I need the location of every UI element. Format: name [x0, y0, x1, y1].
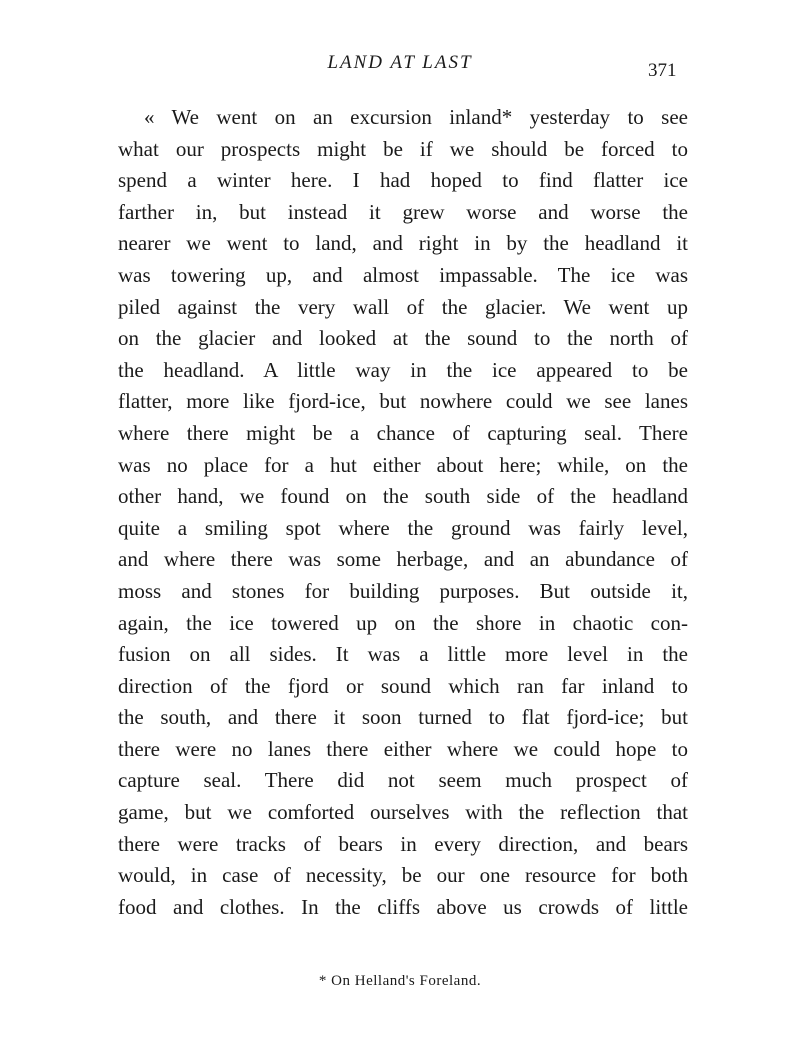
- body-text: [118, 102, 688, 923]
- text-line: and where there was some herbage, and an abundance of: [118, 547, 688, 572]
- text-line: what our prospects might be if we should be forced to: [118, 136, 688, 161]
- text-line: the south, and there it soon turned to flat fjord-ice; but: [118, 705, 688, 730]
- text-line: game, but we comforted ourselves with the reflection that: [118, 800, 688, 825]
- text-line: there were tracks of bears in every direction, and bears: [118, 831, 688, 856]
- text-line: where there might be a chance of capturing seal. There: [118, 420, 688, 445]
- text-line: quite a smiling spot where the ground was fairly level,: [118, 515, 688, 540]
- text-line: piled against the very wall of the glacier. We went up: [118, 294, 688, 319]
- text-line: capture seal. There did not seem much prospect of: [118, 768, 688, 793]
- footnote: * On Helland's Foreland.: [318, 973, 482, 989]
- text-line: on the glacier and looked at the sound to the north of: [118, 326, 688, 351]
- page-number: 371: [648, 60, 677, 81]
- text-line: flatter, more like fjord-ice, but nowhere could we see lanes: [118, 389, 688, 414]
- text-line: spend a winter here. I had hoped to find flatter ice: [118, 168, 688, 193]
- text-line: nearer we went to land, and right in by the headland it: [118, 231, 688, 256]
- text-line: food and clothes. In the cliffs above us crowds of little: [118, 894, 688, 919]
- running-head: LAND AT LAST: [327, 52, 473, 73]
- text-line: would, in case of necessity, be our one resource for both: [118, 863, 688, 888]
- text-line: was towering up, and almost impassable. The ice was: [118, 262, 688, 287]
- text-line: moss and stones for building purposes. But outside it,: [118, 578, 688, 603]
- text-line: fusion on all sides. It was a little more level in the: [118, 642, 688, 667]
- text-line: again, the ice towered up on the shore in chaotic con-: [118, 610, 688, 635]
- text-line: there were no lanes there either where we could hope to: [118, 736, 688, 761]
- text-line: was no place for a hut either about here; while, on the: [118, 452, 688, 477]
- text-line: other hand, we found on the south side of the headland: [118, 484, 688, 509]
- text-line: the headland. A little way in the ice appeared to be: [118, 357, 688, 382]
- text-line: « We went on an excursion inland* yesterday to see: [144, 105, 688, 129]
- text-line: direction of the fjord or sound which ran far inland to: [118, 673, 688, 698]
- text-line: farther in, but instead it grew worse and worse the: [118, 199, 688, 224]
